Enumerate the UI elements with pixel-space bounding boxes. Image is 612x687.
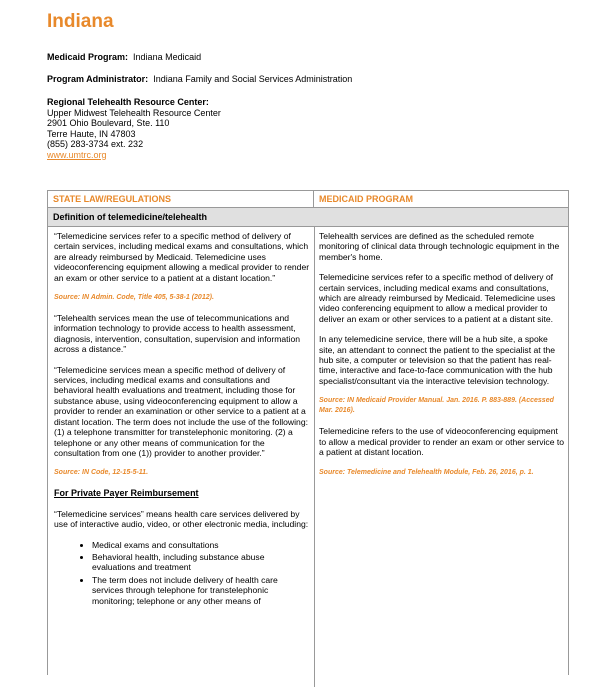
program-admin-label: Program Administrator: — [47, 74, 149, 84]
left-paragraph: “Telemedicine services” means health care services delivered by use of interactive audio, video, or other electronic media, including: — [54, 508, 309, 530]
services-list — [54, 540, 310, 606]
regulations-table — [47, 190, 569, 675]
left-paragraph: “Telehealth services mean the use of telecommunications and information technology to provide access to health assessment, diagnosis, intervention, consultation, supervision and information across a distance.” — [54, 313, 301, 355]
page-title: Indiana — [47, 11, 114, 32]
right-paragraph: Telehealth services are defined as the scheduled remote monitoring of clinical data through technologic equipment in the member's home. — [319, 231, 560, 262]
medicaid-program-value: Indiana Medicaid — [133, 52, 202, 62]
source-citation: Source: Telemedicine and Telehealth Module, Feb. 26, 2016, p. 1. — [319, 468, 534, 476]
resource-center-block — [47, 97, 221, 160]
list-item: • Medical exams and consultations — [92, 540, 310, 550]
source-citation: Source: IN Medicaid Provider Manual. Jan. 2016. P. 883-889. (Accessed Mar. 2016). — [319, 397, 554, 415]
list-item: • Behavioral health, including substance abuse evaluations and treatment — [92, 552, 310, 573]
source-citation: Source: IN Admin. Code, Title 405, 5-38-1 (2012). — [54, 294, 214, 302]
list-item: • The term does not include delivery of health care services through telephone for transtelephonic monitoring; telephone or any other means of — [92, 575, 310, 606]
state-law-header: STATE LAW/REGULATIONS — [48, 191, 314, 207]
source-citation: Source: IN Code, 12-15-5-11. — [54, 469, 149, 477]
right-paragraph: Telemedicine services refer to a specific method of delivery of certain services, including medical exams and consultations, which are already reimbursed by Medicaid. Telemedicine uses video conferencing equipment to allow a medical provider to deliver an exam or other services to a patient at a distant site. — [319, 272, 556, 324]
column-divider — [314, 227, 315, 687]
medicaid-program-header: MEDICAID PROGRAM — [319, 194, 413, 204]
resource-center-city: Terre Haute, IN 47803 — [47, 128, 136, 139]
right-paragraph: In any telemedicine service, there will be a hub site, a spoke site, an attendant to connect the patient to the specialist at the hub site, a computer or television so that the patient has real-time, interactive and face-to-face communication with the hub specialist/consultant via the interactive television technology. — [319, 334, 556, 386]
resource-center-link[interactable]: www.umtrc.org — [47, 149, 107, 160]
section-title: Definition of telemedicine/telehealth — [48, 207, 568, 227]
resource-center-label: Regional Telehealth Resource Center: — [47, 97, 209, 107]
medicaid-column — [319, 231, 565, 488]
left-paragraph: “Telemedicine services mean a specific method of delivery of services, including medical exams and consultations and behavioral health evaluations and treatment, including those for substance abuse, using videoconferencing equipment to allow a provider to render an examination or other service to a patient at a distant location. The term does not include the use of the following: (1) a telephone transmitter for transtelephonic monitoring. (2) a telephone or any other means of communication for the consultation from one (1)) provider to another provider.” — [54, 364, 308, 458]
program-admin-value: Indiana Family and Social Services Administration — [153, 74, 353, 84]
program-admin-line — [47, 74, 352, 85]
medicaid-program-label: Medicaid Program: — [47, 52, 129, 62]
left-paragraph: “Telemedicine services refer to a specific method of delivery of certain services, including medical exams and consultations, which are already reimbursed by Medicaid. Telemedicine uses videoconferencing equipment allowing a medical provider to render an exam or other service to a patient at a distant location.” — [54, 231, 310, 283]
right-paragraph: Telemedicine refers to the use of videoconferencing equipment to allow a medical provider to render an exam or other service to a patient at distant location. — [319, 426, 565, 458]
state-law-column — [54, 231, 310, 608]
resource-center-name: Upper Midwest Telehealth Resource Center — [47, 107, 221, 118]
resource-center-street: 2901 Ohio Boulevard, Ste. 110 — [47, 118, 170, 128]
resource-center-phone: (855) 283-3734 ext. 232 — [47, 139, 144, 149]
private-payer-subhead: For Private Payer Reimbursement — [54, 488, 199, 499]
medicaid-program-line — [47, 52, 201, 63]
